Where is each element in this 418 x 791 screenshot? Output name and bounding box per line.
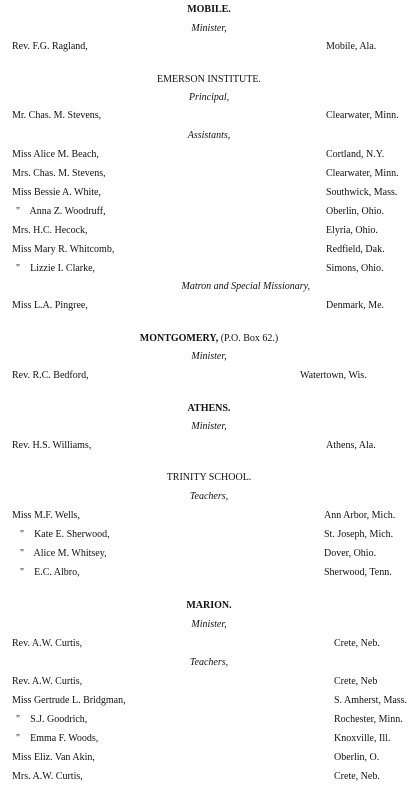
entry-place: Elyria, Ohio. — [326, 225, 378, 236]
section-heading-athens: ATHENS. — [187, 403, 231, 414]
entry-name: Rev. A.W. Curtis, — [12, 638, 83, 649]
entry-name: Miss Mary R. Whitcomb, — [12, 244, 115, 255]
section-heading-marion: MARION. — [186, 600, 232, 611]
entry-name: Miss Alice M. Beach, — [12, 149, 99, 160]
section-heading-mobile: MOBILE. — [187, 4, 231, 15]
entry-row — [0, 547, 418, 561]
entry-name: Miss Gertrude L. Bridgman, — [12, 695, 126, 706]
entry-place: Crete, Neb. — [334, 771, 380, 782]
section-heading-montgomery — [0, 332, 418, 346]
entry-row — [0, 205, 418, 219]
entry-row — [0, 694, 418, 708]
entry-row — [0, 148, 418, 162]
entry-place: Clearwater, Minn. — [326, 110, 399, 121]
entry-place: Rochester, Minn. — [334, 714, 403, 725]
role-teachers: Teachers, — [189, 657, 229, 668]
entry-name: " E.C. Albro, — [20, 567, 80, 578]
role-minister: Minister, — [191, 421, 227, 432]
entry-row — [0, 770, 418, 784]
entry-name: Miss Eliz. Van Akin, — [12, 752, 95, 763]
entry-row — [0, 299, 418, 313]
entry-name: " Anna Z. Woodruff, — [16, 206, 106, 217]
section-heading-emerson: EMERSON INSTITUTE. — [157, 74, 261, 85]
entry-name: Mr. Chas. M. Stevens, — [12, 110, 102, 121]
entry-name: Mrs. Chas. M. Stevens, — [12, 168, 106, 179]
entry-name: Miss M.F. Wells, — [12, 510, 80, 521]
entry-place: Crete, Neb. — [334, 638, 380, 649]
entry-place: Watertown, Wis. — [300, 370, 367, 381]
role-minister: Minister, — [191, 351, 227, 362]
role-matron: Matron and Special Missionary, — [181, 281, 310, 292]
entry-name: " Alice M. Whitsey, — [20, 548, 107, 559]
entry-row — [0, 243, 418, 257]
entry-place: Crete, Neb — [334, 676, 378, 687]
entry-row — [0, 439, 418, 453]
entry-name: Miss L.A. Pingree, — [12, 300, 88, 311]
entry-place: Ann Arbor, Mich. — [324, 510, 396, 521]
entry-row — [0, 509, 418, 523]
entry-place: Athens, Ala. — [326, 440, 376, 451]
entry-row — [0, 167, 418, 181]
entry-row — [0, 369, 418, 383]
entry-place: S. Amherst, Mass. — [334, 695, 408, 706]
role-teachers: Teachers, — [189, 491, 229, 502]
entry-row — [0, 637, 418, 651]
entry-row — [0, 186, 418, 200]
entry-place: St. Joseph, Mich. — [324, 529, 394, 540]
entry-name: Rev. F.G. Ragland, — [12, 41, 88, 52]
entry-name: Miss Bessie A. White, — [12, 187, 101, 198]
entry-name: Mrs. A.W. Curtis, — [12, 771, 83, 782]
entry-row — [0, 40, 418, 54]
heading-suffix: (P.O. Box 62.) — [218, 333, 279, 344]
entry-name: Rev. R.C. Bedford, — [12, 370, 89, 381]
entry-row — [0, 528, 418, 542]
entry-place: Mobile, Ala. — [326, 41, 377, 52]
entry-row — [0, 224, 418, 238]
heading-main: MONTGOMERY, — [139, 333, 219, 344]
entry-name: Mrs. H.C. Hecock, — [12, 225, 88, 236]
entry-place: Cortland, N.Y. — [326, 149, 385, 160]
entry-place: Oberlin, O. — [334, 752, 380, 763]
entry-row — [0, 751, 418, 765]
entry-place: Sherwood, Tenn. — [324, 567, 392, 578]
entry-row — [0, 713, 418, 727]
entry-place: Knoxville, Ill. — [334, 733, 391, 744]
entry-place: Oberlin, Ohio. — [326, 206, 385, 217]
entry-place: Dover, Ohio. — [324, 548, 377, 559]
entry-place: Redfield, Dak. — [326, 244, 385, 255]
entry-place: Clearwater, Minn. — [326, 168, 399, 179]
entry-row — [0, 732, 418, 746]
entry-name: Rev. H.S. Williams, — [12, 440, 92, 451]
role-minister: Minister, — [191, 23, 227, 34]
entry-place: Denmark, Me. — [326, 300, 385, 311]
entry-row — [0, 566, 418, 580]
role-minister: Minister, — [191, 619, 227, 630]
entry-name: " S.J. Goodrich, — [16, 714, 88, 725]
role-principal: Principal, — [188, 92, 230, 103]
entry-row — [0, 262, 418, 276]
entry-row — [0, 109, 418, 123]
entry-place: Southwick, Mass. — [326, 187, 398, 198]
entry-place: Simons, Ohio. — [326, 263, 384, 274]
entry-name: " Kate E. Sherwood, — [20, 529, 110, 540]
entry-name: Rev. A.W. Curtis, — [12, 676, 83, 687]
role-assistants: Assistants, — [187, 130, 231, 141]
entry-name: " Lizzie I. Clarke, — [16, 263, 96, 274]
entry-name: " Emma F. Woods, — [16, 733, 99, 744]
section-heading-trinity: TRINITY SCHOOL. — [166, 472, 252, 483]
entry-row — [0, 675, 418, 689]
